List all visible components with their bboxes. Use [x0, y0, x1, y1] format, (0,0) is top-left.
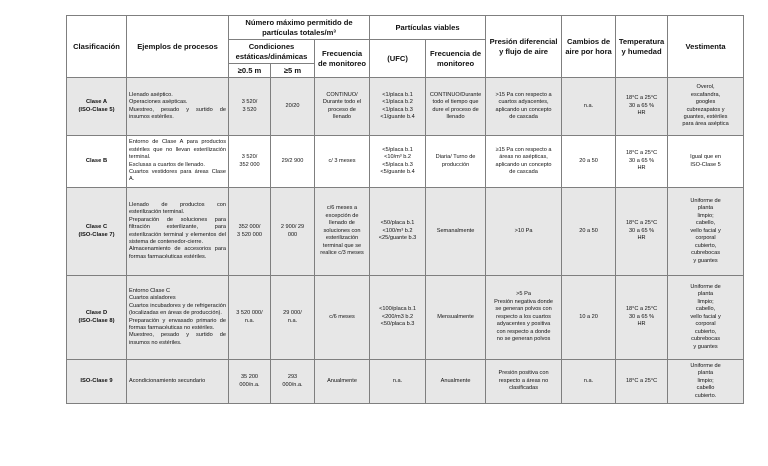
cell-line: <1/guante b.4	[380, 113, 415, 120]
cell-line: clasificadas	[509, 385, 538, 392]
cell-line: <1/placa b.3	[382, 106, 413, 113]
pressure-cell	[486, 360, 562, 404]
cell-line: 20 a 50	[579, 227, 598, 234]
cell-line: <100/placa b.1	[379, 306, 416, 313]
viable-ufc-cell	[370, 360, 426, 404]
cell-line: Preparación de soluciones para filtración esterilizante, para esterilización terminal y elementos del sistema de contenedor-cierre.	[129, 216, 226, 245]
cell-line: <5/placa b.3	[382, 161, 413, 168]
header-particulas-totales: Número máximo permitido de partículas totales/m³	[229, 16, 370, 40]
viable-frequency-cell	[426, 78, 486, 136]
cell-line: cubierto,	[694, 328, 717, 335]
viable-ufc-cell	[370, 78, 426, 136]
cell-line: Clase D	[85, 309, 108, 316]
particles-5-cell	[271, 78, 315, 136]
cell-line: limpio;	[697, 298, 714, 305]
temperature-humidity-cell	[616, 188, 668, 276]
viable-ufc-cell	[370, 188, 426, 276]
viable-frequency-cell	[426, 188, 486, 276]
air-changes-cell	[562, 78, 616, 136]
monitoring-frequency-cell	[315, 360, 370, 404]
header-ufc: (UFC)	[370, 40, 426, 78]
cell-line: Diaria/ Turno de	[435, 154, 476, 161]
cell-line: con respecto a donde	[496, 328, 551, 335]
cell-line: <50/placa b.1	[380, 220, 415, 227]
temperature-humidity-cell	[616, 276, 668, 360]
cell-line: limpio;	[697, 377, 714, 384]
header-frecuencia-monitoreo: Frecuencia de monitoreo	[315, 40, 370, 78]
cell-line: 3 520/	[241, 154, 258, 161]
cell-line: Semanalmente	[436, 227, 475, 234]
cell-line: Anualmente	[440, 377, 471, 384]
cell-line: adyacentes y positiva	[496, 321, 551, 328]
cell-line: HR	[637, 165, 646, 172]
particles-05-cell	[229, 360, 271, 404]
process-examples-cell	[127, 360, 229, 404]
class-cell	[67, 360, 127, 404]
cell-line: Anualmente	[327, 377, 357, 384]
process-examples-cell	[127, 78, 229, 136]
cell-line: vello facial y	[690, 227, 721, 234]
cell-line: <5/placa b.1	[382, 146, 413, 153]
data-table	[66, 15, 744, 404]
cell-line: Overol,	[696, 84, 715, 91]
cell-line: planta	[697, 205, 714, 212]
cell-line: CONTINUO/	[326, 91, 358, 98]
cell-line: soluciones con	[323, 227, 361, 234]
cell-line: cubierto,	[694, 242, 717, 249]
class-cell	[67, 188, 127, 276]
header-presion: Presión diferencial y flujo de aire	[486, 16, 562, 78]
cell-line: 352 000/	[238, 224, 261, 231]
attire-cell	[668, 276, 744, 360]
cell-line: Mensualmente	[437, 313, 474, 320]
cell-line: excepción de	[325, 212, 359, 219]
cell-line: 35 200	[240, 374, 259, 381]
particles-05-cell	[229, 188, 271, 276]
temperature-humidity-cell	[616, 136, 668, 188]
cell-line: c/ 3 meses	[328, 157, 356, 164]
cell-line: Entorno de Clase A para productos estériles que no llevan esterilización terminal.	[129, 139, 226, 161]
cell-line: <25/guante b.3	[378, 235, 417, 242]
cell-line: Muestreo, pesado y surtido de insumos no estériles.	[129, 332, 226, 346]
cell-line: 29/2 900	[281, 157, 304, 164]
particles-05-cell	[229, 78, 271, 136]
viable-frequency-cell	[426, 136, 486, 188]
particles-5-cell	[271, 360, 315, 404]
cell-line: cabello	[696, 385, 715, 392]
cell-line: limpio;	[697, 212, 714, 219]
cell-line: 30 a 65 %	[628, 227, 655, 234]
cell-line: Clase A	[85, 98, 108, 105]
cell-line: Igual que en	[690, 154, 721, 161]
cell-line: 20/20	[285, 102, 300, 109]
cell-line: no se generan polvos	[496, 336, 551, 343]
cell-line: 18°C a 25°C	[625, 306, 658, 313]
cell-line: Presión negativa donde	[494, 298, 553, 305]
cell-line: cubrebocas	[691, 336, 720, 343]
cell-line: 3 520/	[241, 99, 258, 106]
header-frecuencia-monitoreo-viables: Frecuencia de monitoreo	[426, 40, 486, 78]
cell-line: HR	[637, 235, 646, 242]
cell-line: <200/m3 b.2	[381, 313, 414, 320]
cell-line: aplicando un concepto	[495, 106, 552, 113]
header-particulas-viables: Partículas viables	[370, 16, 486, 40]
cell-line: escafandra,	[690, 91, 721, 98]
cell-line: llenado	[332, 113, 352, 120]
attire-cell	[668, 78, 744, 136]
cell-line: <10/m³ b.2	[384, 154, 411, 161]
cell-line: Clase B	[85, 157, 108, 164]
attire-cell	[668, 360, 744, 404]
air-changes-cell	[562, 360, 616, 404]
cell-line: respecto a áreas no	[498, 377, 549, 384]
table-body	[67, 78, 744, 404]
monitoring-frequency-cell	[315, 78, 370, 136]
header-vestimenta: Vestimenta	[668, 16, 744, 78]
cell-line: 18°C a 25°C	[625, 150, 658, 157]
attire-cell	[668, 188, 744, 276]
cell-line: 2 900/ 29	[280, 224, 305, 231]
air-changes-cell	[562, 188, 616, 276]
cell-line: 18°C a 25°C	[625, 95, 658, 102]
cell-line: Preparación y envasado primario de formas farmacéuticas no estériles.	[129, 317, 226, 331]
cell-line: Durante todo el	[322, 99, 362, 106]
cell-line: y guantes	[693, 257, 718, 264]
process-examples-cell	[127, 188, 229, 276]
cell-line: >15 Pa con respecto a	[495, 91, 552, 98]
cell-line: dure el proceso de	[432, 106, 479, 113]
cell-line: 000/n.a.	[239, 381, 260, 388]
cell-line: <50/placa b.3	[380, 321, 415, 328]
table-row	[67, 78, 744, 136]
cell-line: Llenado de productos con esterilización terminal.	[129, 201, 226, 216]
cell-line: corporal	[695, 235, 716, 242]
cell-line: cabello,	[695, 306, 716, 313]
cell-line: Uniforme de	[690, 198, 721, 205]
cell-line: 000/n.a.	[282, 381, 303, 388]
cell-line: realice c/3 meses	[320, 250, 364, 257]
cell-line: HR	[637, 110, 646, 117]
cell-line: <1/placa b.1	[382, 91, 413, 98]
cell-line: guantes, estériles	[683, 113, 728, 120]
cell-line: vello facial y	[690, 313, 721, 320]
monitoring-frequency-cell	[315, 188, 370, 276]
cell-line: googles	[695, 99, 716, 106]
cell-line: producción	[441, 161, 470, 168]
cell-line: Uniforme de	[690, 284, 721, 291]
cell-line: aplicando un concepto	[495, 161, 552, 168]
cell-line: <100/m³ b.2	[382, 227, 413, 234]
cell-line: de cascada	[509, 168, 538, 175]
cell-line: 18°C a 25°C	[625, 220, 658, 227]
cell-line: >5 Pa	[516, 291, 531, 298]
cell-line: 352 000	[239, 161, 260, 168]
cell-line: n.a.	[392, 377, 403, 384]
cell-line: CONTINUO/Durante	[429, 91, 482, 98]
cell-line: Operaciones asépticas.	[129, 99, 188, 106]
class-cell	[67, 136, 127, 188]
cleanroom-classification-table	[66, 15, 743, 404]
cell-line: cubrebocas	[691, 250, 720, 257]
cell-line: Uniforme de	[690, 362, 721, 369]
header-clasificacion: Clasificación	[67, 16, 127, 78]
cell-line: <5/guante b.4	[380, 168, 415, 175]
cell-line: Almacenamiento de accesorios para formas farmacéuticas estériles.	[129, 246, 226, 260]
particles-05-cell	[229, 276, 271, 360]
viable-ufc-cell	[370, 276, 426, 360]
cell-line: 30 a 65 %	[628, 157, 655, 164]
particles-5-cell	[271, 136, 315, 188]
cell-line: esterilización	[325, 235, 359, 242]
cell-line: de cascada	[509, 113, 538, 120]
cell-line: n.a.	[244, 317, 255, 324]
cell-line: c/6 meses	[329, 313, 355, 320]
monitoring-frequency-cell	[315, 136, 370, 188]
cell-line: ISO-Clase 5	[690, 161, 721, 168]
cell-line: c/6 meses a	[326, 205, 358, 212]
temperature-humidity-cell	[616, 360, 668, 404]
cell-line: Presión positiva con	[498, 370, 549, 377]
pressure-cell	[486, 188, 562, 276]
cell-line: todo el tiempo que	[432, 99, 479, 106]
cell-line: Esclusas a cuartos de llenado.	[129, 161, 205, 168]
cell-line: Cuartos incubadores y de refrigeración (localizadas en áreas de producción).	[129, 302, 226, 317]
cell-line: Acondicionamiento secundario	[129, 377, 206, 384]
attire-cell	[668, 136, 744, 188]
cell-line: n.a.	[583, 377, 594, 384]
cell-line: 18°C a 25°C	[625, 377, 658, 384]
cell-line: 3 520	[242, 106, 257, 113]
cell-line: (ISO-Clase 8)	[78, 317, 115, 324]
cell-line: (ISO-Clase 5)	[78, 106, 115, 113]
cell-line: <1/placa b.2	[382, 99, 413, 106]
cell-line: cabello,	[695, 220, 716, 227]
cell-line: 20 a 50	[579, 157, 598, 164]
cell-line: ISO-Clase 9	[80, 377, 113, 384]
pressure-cell	[486, 78, 562, 136]
cell-line: Llenado aséptico.	[129, 91, 173, 98]
pressure-cell	[486, 276, 562, 360]
cell-line: 30 a 65 %	[628, 102, 655, 109]
cell-line: planta	[697, 291, 714, 298]
cell-line: 29 000/	[283, 310, 302, 317]
cell-line: Cuartos aisladores	[129, 295, 176, 302]
cell-line: planta	[697, 370, 714, 377]
cell-line: corporal	[695, 321, 716, 328]
particles-5-cell	[271, 188, 315, 276]
particles-5-cell	[271, 276, 315, 360]
header-temperatura: Temperatura y humedad	[616, 16, 668, 78]
air-changes-cell	[562, 136, 616, 188]
cell-line: proceso de	[328, 106, 356, 113]
table-row	[67, 136, 744, 188]
table-row	[67, 360, 744, 404]
cell-line: áreas no asépticas,	[499, 154, 548, 161]
class-cell	[67, 78, 127, 136]
cell-line: Clase C	[85, 223, 108, 230]
cell-line: cubrezapatos y	[686, 106, 725, 113]
viable-frequency-cell	[426, 276, 486, 360]
cell-line: >10 Pa	[514, 227, 533, 234]
air-changes-cell	[562, 276, 616, 360]
cell-line: n.a.	[287, 317, 298, 324]
header-size-5: ≥5 m	[271, 64, 315, 78]
cell-line: 3 520 000	[237, 231, 262, 238]
cell-line: 30 a 65 %	[628, 313, 655, 320]
pressure-cell	[486, 136, 562, 188]
cell-line: ≥15 Pa con respecto a	[495, 146, 552, 153]
viable-frequency-cell	[426, 360, 486, 404]
cell-line: terminal que se	[322, 242, 362, 249]
cell-line: para área aséptica	[682, 121, 729, 128]
cell-line: 293	[287, 374, 298, 381]
header-size-05: ≥0.5 m	[229, 64, 271, 78]
cell-line: cubierto.	[694, 392, 717, 399]
cell-line: 10 a 20	[579, 313, 598, 320]
cell-line: n.a.	[583, 102, 594, 109]
cell-line: llenado	[446, 113, 465, 120]
viable-ufc-cell	[370, 136, 426, 188]
particles-05-cell	[229, 136, 271, 188]
cell-line: Cuartos vestidores para áreas Clase A.	[129, 168, 226, 183]
table-row	[67, 276, 744, 360]
header-cambios: Cambios de aire por hora	[562, 16, 616, 78]
header-condiciones: Condiciones estáticas/dinámicas	[229, 40, 315, 64]
cell-line: llenado de	[329, 220, 355, 227]
monitoring-frequency-cell	[315, 276, 370, 360]
process-examples-cell	[127, 276, 229, 360]
temperature-humidity-cell	[616, 78, 668, 136]
table-row	[67, 188, 744, 276]
cell-line: Entorno Clase C	[129, 287, 171, 294]
cell-line: se generan polvos con	[495, 306, 552, 313]
cell-line: (ISO-Clase 7)	[78, 231, 115, 238]
cell-line: y guantes	[693, 343, 718, 350]
cell-line: Muestreo, pesado y surtido de insumos estériles.	[129, 106, 226, 120]
cell-line: HR	[637, 321, 646, 328]
class-cell	[67, 276, 127, 360]
cell-line: 000	[287, 231, 298, 238]
cell-line: cuartos adyacentes,	[498, 99, 549, 106]
header-ejemplos: Ejemplos de procesos	[127, 16, 229, 78]
cell-line: respecto a los cuartos	[496, 313, 551, 320]
cell-line: 3 520 000/	[236, 310, 263, 317]
process-examples-cell	[127, 136, 229, 188]
